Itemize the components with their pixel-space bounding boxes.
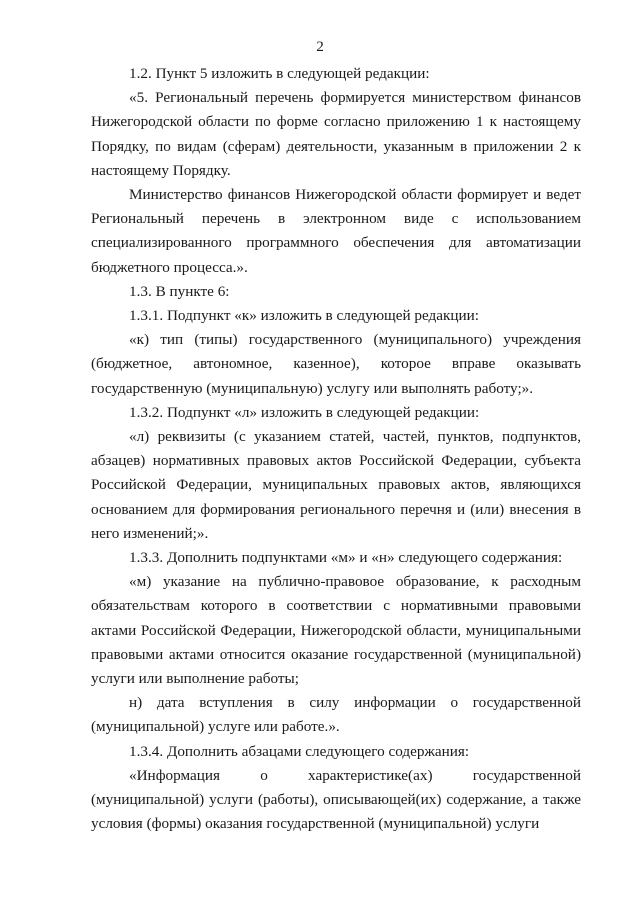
page-number: 2	[316, 38, 324, 55]
paragraph-1-3-3: 1.3.3. Дополнить подпунктами «м» и «н» следующего содержания:	[129, 549, 563, 567]
paragraph-1-2: 1.2. Пункт 5 изложить в следующей редакции:	[129, 65, 430, 82]
paragraph-1-3-1: 1.3.1. Подпункт «к» изложить в следующей редакции:	[129, 307, 479, 325]
paragraph-subpoint-k: «к) тип (типы) государственного (муниципального) учреждения (бюджетное, автономное, казенное), которое вправе оказывать государственную (муниципальную) услугу или выполнять работу;».	[91, 331, 581, 397]
paragraph-point-5: «5. Региональный перечень формируется министерством финансов Нижегородской области по форме согласно приложению 1 к настоящему Порядку, по видам (сферам) деятельности, указанным в приложении 2 к настоящему Порядку.	[91, 89, 581, 179]
document-body	[91, 62, 581, 837]
paragraph-subpoint-m: «м) указание на публично-правовое образование, к расходным обязательствам которого в соответствии с нормативными правовыми актами Российской Федерации, Нижегородской области, муниципальными правовыми актами относится оказание государственной (муниципальной) услуги или выполнение работы;	[91, 573, 581, 688]
paragraph-ministry-forms: Министерство финансов Нижегородской области формирует и ведет Региональный перечень в электронном виде с использованием специализированного программного обеспечения для автоматизации бюджетного процесса.».	[91, 186, 581, 276]
paragraph-subpoint-l: «л) реквизиты (с указанием статей, частей, пунктов, подпунктов, абзацев) нормативных правовых актов Российской Федерации, субъекта Российской Федерации, муниципальных правовых актов, являющихся основанием для формирования регионального перечня и (или) внесения в него изменений;».	[91, 428, 581, 542]
paragraph-information: «Информация о характеристике(ах) государственной (муниципальной) услуги (работы), описывающей(их) содержание, а также условия (формы) оказания государственной (муниципальной) услуги	[91, 766, 581, 833]
paragraph-subpoint-n: н) дата вступления в силу информации о государственной (муниципальной) услуге или работе.».	[91, 694, 581, 736]
paragraph-1-3-4: 1.3.4. Дополнить абзацами следующего содержания:	[129, 742, 470, 760]
paragraph-1-3: 1.3. В пункте 6:	[129, 282, 230, 300]
paragraph-1-3-2: 1.3.2. Подпункт «л» изложить в следующей редакции:	[129, 403, 480, 421]
